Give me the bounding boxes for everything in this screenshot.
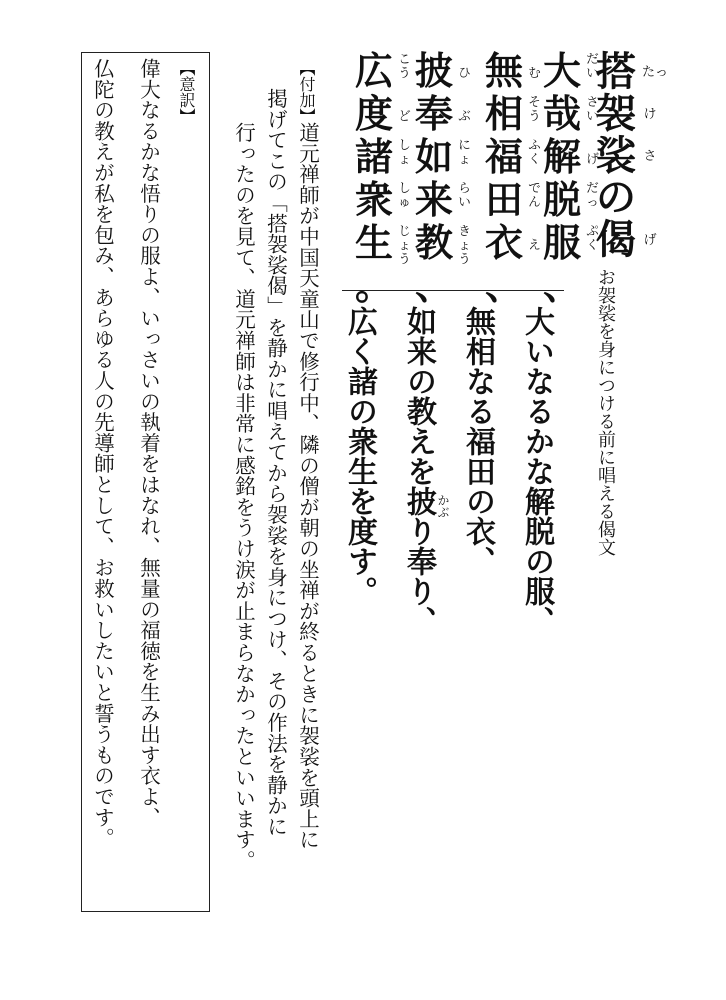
- verse-ruby-1: [585, 52, 600, 309]
- ruby-kana: じ: [398, 222, 411, 238]
- ruby-kana: [585, 295, 600, 309]
- ruby-kana: く: [586, 236, 599, 252]
- ruby-kana: く: [528, 151, 541, 167]
- title-ruby-text: げ: [643, 233, 657, 248]
- ruby-kana: さ: [586, 93, 599, 109]
- translation-label: 【意訳】: [177, 60, 196, 124]
- verse-char: 、: [542, 263, 581, 308]
- ruby-kana: ゅ: [398, 193, 411, 209]
- ruby-kana: い: [586, 108, 599, 124]
- verse-char: 相: [484, 91, 523, 136]
- note-label: 【付加】: [297, 60, 316, 124]
- verse-char: 奉: [414, 91, 453, 136]
- verse-char: 衆: [354, 177, 393, 222]
- reading-ruby: かぶ: [436, 494, 450, 518]
- ruby-kana: [585, 166, 600, 180]
- ruby-kana: [527, 166, 542, 180]
- ruby-kana: [457, 209, 472, 223]
- title-char: 裟: [596, 132, 636, 179]
- title-char: 搭: [596, 48, 636, 95]
- ruby-kana: き: [458, 222, 471, 238]
- ruby-kana: い: [458, 193, 471, 209]
- verse-char: 教: [414, 220, 453, 265]
- reading-line-4: 広く諸の衆生を度す。: [342, 306, 377, 606]
- ruby-kana: [397, 166, 412, 180]
- ruby-kana: に: [458, 136, 471, 152]
- verse-char: 度: [354, 91, 393, 136]
- ruby-kana: [527, 281, 542, 295]
- ruby-kana: う: [398, 251, 411, 267]
- divider: [342, 290, 564, 291]
- ruby-kana: [397, 95, 412, 109]
- ruby-kana: [397, 123, 412, 137]
- subtitle: お袈裟を身につける前に唱える偈文: [595, 268, 616, 556]
- ruby-kana: だ: [586, 179, 599, 195]
- ruby-kana: え: [528, 236, 541, 252]
- ruby-kana: [527, 81, 542, 95]
- verse-ruby-3: [457, 52, 472, 309]
- ruby-kana: [397, 81, 412, 95]
- ruby-kana: [585, 138, 600, 152]
- ruby-kana: [527, 266, 542, 280]
- ruby-kana: [585, 81, 600, 95]
- ruby-kana: ど: [398, 108, 411, 124]
- ruby-kana: [527, 52, 542, 66]
- verse-char: 諸: [354, 134, 393, 179]
- reading-line-2: 無相なる福田の衣、: [460, 306, 495, 576]
- title-ruby-text: け: [643, 107, 657, 122]
- ruby-kana: む: [528, 65, 541, 81]
- ruby-kana: う: [398, 65, 411, 81]
- ruby-kana: ん: [528, 193, 541, 209]
- verse-line-2: [483, 48, 525, 310]
- ruby-kana: こ: [398, 51, 411, 66]
- title-ruby-text: たっ: [642, 65, 669, 80]
- verse-char: 。: [354, 263, 393, 308]
- ruby-kana: っ: [586, 193, 599, 209]
- ruby-kana: [397, 281, 412, 295]
- reading-line-1: 大いなるかな解脱の服、: [519, 306, 554, 636]
- verse-char: 解: [542, 134, 581, 179]
- ruby-kana: [585, 266, 600, 280]
- ruby-kana: げ: [586, 151, 599, 167]
- verse-ruby-2: [527, 52, 542, 309]
- ruby-kana: [457, 95, 472, 109]
- verse-char: 、: [484, 263, 523, 308]
- ruby-kana: ょ: [398, 236, 411, 252]
- ruby-kana: ょ: [458, 236, 471, 252]
- ruby-kana: [457, 266, 472, 280]
- verse-char: 大: [542, 48, 581, 93]
- title-ruby: [642, 52, 669, 262]
- reading-line-3: 如来の教えを披り奉り、: [401, 306, 436, 636]
- verse-char: 来: [414, 177, 453, 222]
- verse-char: 無: [484, 48, 523, 93]
- ruby-kana: だ: [586, 51, 599, 66]
- ruby-kana: [457, 52, 472, 66]
- ruby-kana: [585, 252, 600, 266]
- ruby-kana: う: [528, 108, 541, 124]
- translation-line-2: 仏陀の教えが私を包み、あらゆる人の先導師として、お救いしたいと誓うものです。: [90, 58, 115, 849]
- ruby-kana: [457, 281, 472, 295]
- ruby-kana: [585, 123, 600, 137]
- verse-char: 福: [484, 134, 523, 179]
- verse-char: 広: [354, 48, 393, 93]
- translation-line-1: 偉大なるかな悟りの服よ、いっさいの執着をはなれ、無量の福徳を生み出す衣よ、: [136, 58, 161, 828]
- ruby-kana: [457, 166, 472, 180]
- verse-char: 如: [414, 134, 453, 179]
- title-char: の: [596, 174, 636, 221]
- ruby-kana: う: [458, 251, 471, 267]
- verse-char: 披: [414, 48, 453, 93]
- ruby-kana: [457, 123, 472, 137]
- title-ruby-text: [642, 178, 658, 220]
- ruby-kana: [457, 81, 472, 95]
- ruby-kana: [585, 281, 600, 295]
- ruby-kana: そ: [528, 93, 541, 109]
- ruby-kana: ぶ: [458, 108, 471, 124]
- title-char: 袈: [596, 90, 636, 137]
- ruby-kana: [585, 209, 600, 223]
- ruby-kana: [527, 252, 542, 266]
- ruby-kana: [527, 123, 542, 137]
- note-line-2: 掲げてこの「搭袈裟偈」を静かに唱えてから袈裟を身につけ、その作法を静かに: [263, 88, 288, 837]
- ruby-kana: し: [398, 179, 411, 195]
- ruby-kana: ょ: [398, 151, 411, 167]
- ruby-kana: ょ: [458, 151, 471, 167]
- ruby-kana: し: [398, 136, 411, 152]
- title-ruby-text: さ: [643, 149, 657, 164]
- verse-char: 服: [542, 220, 581, 265]
- verse-line-3: [413, 48, 455, 310]
- ruby-kana: い: [586, 65, 599, 81]
- ruby-kana: ぷ: [586, 222, 599, 238]
- verse-char: 衣: [484, 220, 523, 265]
- verse-line-1: [541, 48, 583, 310]
- verse-char: 、: [414, 263, 453, 308]
- ruby-kana: [527, 209, 542, 223]
- ruby-kana: [397, 209, 412, 223]
- ruby-kana: [527, 224, 542, 238]
- ruby-kana: ふ: [528, 136, 541, 152]
- ruby-kana: ひ: [458, 65, 471, 81]
- title-char: 偈: [596, 216, 636, 263]
- verse-char: 田: [484, 177, 523, 222]
- verse-ruby-4: [397, 52, 412, 309]
- note-line-3: 行ったのを見て、道元禅師は非常に感銘をうけ涙が止まらなかったといいます。: [231, 122, 256, 871]
- verse-char: 脱: [542, 177, 581, 222]
- note-line-1: 道元禅師が中国天童山で修行中、隣の僧が朝の坐禅が終るときに袈裟を頭上に: [295, 122, 320, 850]
- verse-char: 哉: [542, 91, 581, 136]
- ruby-kana: [397, 266, 412, 280]
- ruby-kana: ら: [458, 179, 471, 195]
- ruby-kana: で: [528, 179, 541, 195]
- verse-char: 生: [354, 220, 393, 265]
- verse-line-4: [353, 48, 395, 310]
